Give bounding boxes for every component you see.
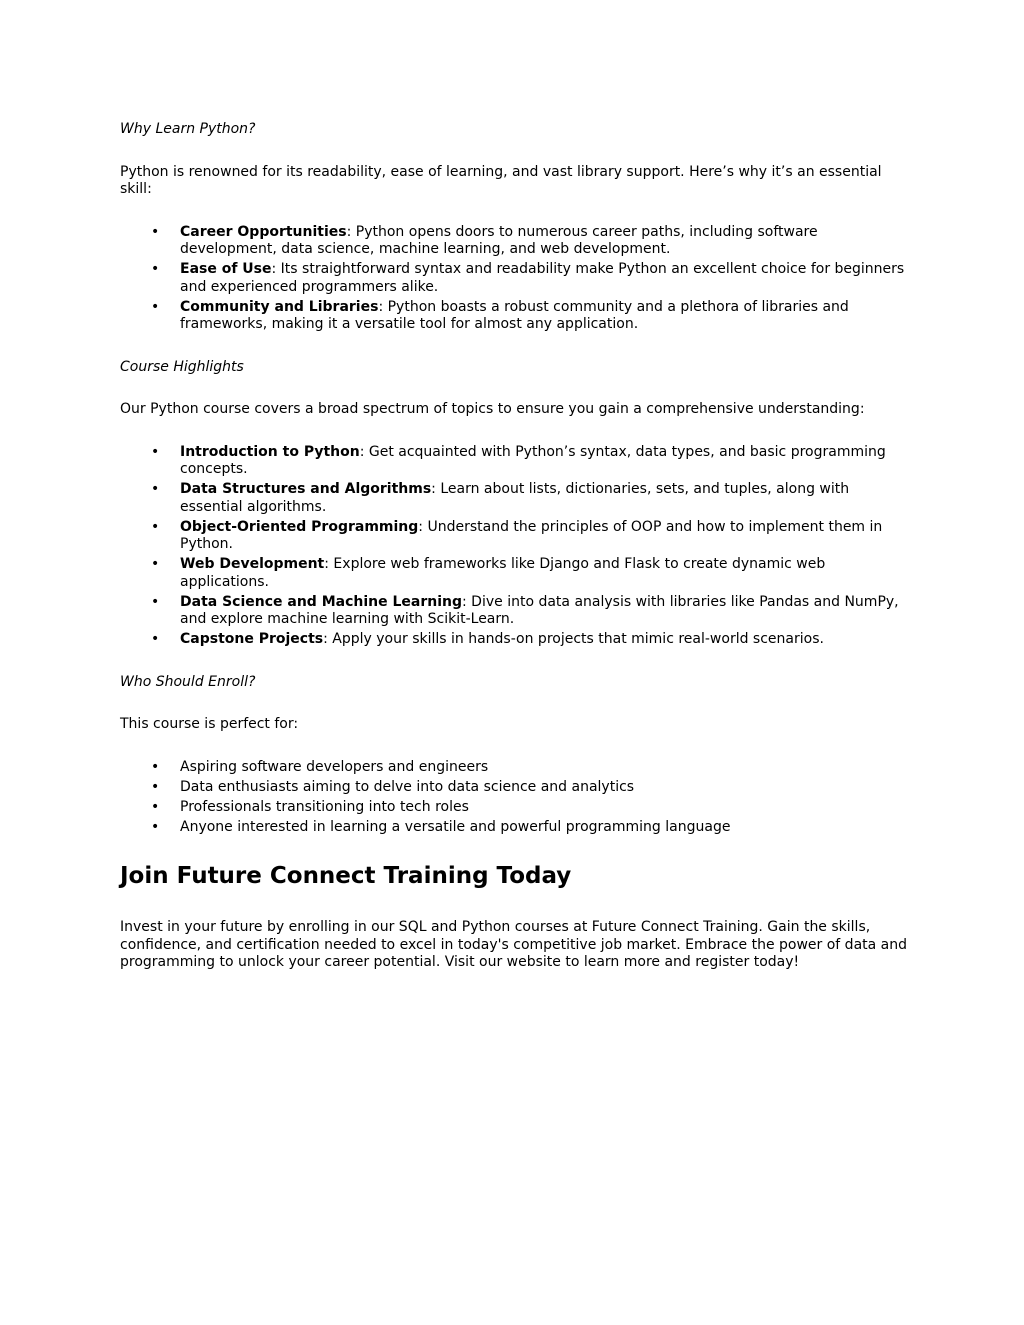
list-item-term: Web Development [180, 556, 325, 572]
bullet-icon: • [151, 443, 160, 460]
bullet-icon: • [151, 223, 160, 240]
list-item-term: Career Opportunities [180, 223, 347, 240]
list-item-term: Data Science and Machine Learning [180, 593, 463, 610]
list-item-desc: : Learn about lists, dictionaries, sets, and tuples, along with essential algorithms. [180, 481, 850, 515]
course-highlights-heading: Course Highlights [120, 358, 244, 375]
bullet-icon: • [151, 778, 160, 795]
why-python-heading: Why Learn Python? [120, 121, 256, 137]
bullet-icon: • [151, 818, 160, 835]
list-item [120, 779, 908, 797]
join-heading: Join Future Connect Training Today [120, 863, 572, 889]
list-item-desc: : Explore web frameworks like Django and Flask to create dynamic web applications. [180, 556, 826, 590]
list-item-desc: : Dive into data analysis with libraries like Pandas and NumPy, and explore machine learning with Scikit-Learn. [180, 593, 899, 627]
bullet-icon: • [151, 593, 160, 610]
list-item [120, 481, 908, 516]
list-item [120, 519, 908, 554]
list-item [120, 799, 908, 817]
who-enroll-intro: This course is perfect for: [120, 716, 299, 732]
why-python-intro: Python is renowned for its readability, ease of learning, and vast library support. Here’s why it’s an essential skill: [120, 163, 882, 197]
list-item [120, 261, 908, 296]
list-item-text: Aspiring software developers and engineers [180, 758, 489, 775]
list-item [120, 631, 908, 649]
list-item [120, 759, 908, 777]
course-highlights-list [120, 444, 908, 649]
list-item [120, 444, 908, 479]
list-item-term: Data Structures and Algorithms [180, 481, 432, 497]
list-item [120, 594, 908, 629]
document-page [120, 121, 908, 997]
bullet-icon: • [151, 798, 160, 815]
list-item-desc: : Understand the principles of OOP and how to implement them in Python. [180, 518, 883, 552]
list-item-desc: : Python boasts a robust community and a plethora of libraries and frameworks, making it a versatile tool for almost any application. [180, 298, 849, 332]
course-highlights-intro: Our Python course covers a broad spectrum of topics to ensure you gain a comprehensive understanding: [120, 401, 865, 417]
list-item-term: Introduction to Python [180, 443, 360, 460]
list-item-desc: : Python opens doors to numerous career paths, including software development, data science, machine learning, and web development. [180, 223, 818, 257]
list-item-term: Ease of Use [180, 261, 272, 277]
list-item [120, 819, 908, 837]
list-item-desc: : Its straightforward syntax and readability make Python an excellent choice for beginners and experienced programmers alike. [180, 261, 905, 295]
list-item-term: Community and Libraries [180, 298, 379, 315]
list-item-desc: : Get acquainted with Python’s syntax, data types, and basic programming concepts. [180, 443, 886, 477]
list-item-text: Data enthusiasts aiming to delve into data science and analytics [180, 778, 635, 795]
who-enroll-heading: Who Should Enroll? [120, 673, 256, 690]
bullet-icon: • [151, 556, 160, 572]
bullet-icon: • [151, 631, 160, 647]
list-item-text: Anyone interested in learning a versatile and powerful programming language [180, 818, 731, 835]
list-item-term: Capstone Projects [180, 631, 324, 647]
list-item-text: Professionals transitioning into tech roles [180, 798, 469, 815]
bullet-icon: • [151, 481, 160, 497]
who-enroll-list [120, 759, 908, 837]
list-item [120, 224, 908, 259]
list-item [120, 556, 908, 591]
join-body: Invest in your future by enrolling in our SQL and Python courses at Future Connect Training. Gain the skills, confidence, and certification needed to excel in today's competitive job market. Embrace the power of data and programming to unlock your career potential. Visit our website to learn more and register today! [120, 919, 908, 970]
list-item-desc: : Apply your skills in hands-on projects that mimic real-world scenarios. [323, 631, 824, 647]
list-item-term: Object-Oriented Programming [180, 518, 419, 535]
list-item [120, 299, 908, 334]
bullet-icon: • [151, 261, 160, 277]
bullet-icon: • [151, 758, 160, 775]
bullet-icon: • [151, 518, 160, 535]
why-python-list [120, 224, 908, 334]
bullet-icon: • [151, 298, 160, 315]
